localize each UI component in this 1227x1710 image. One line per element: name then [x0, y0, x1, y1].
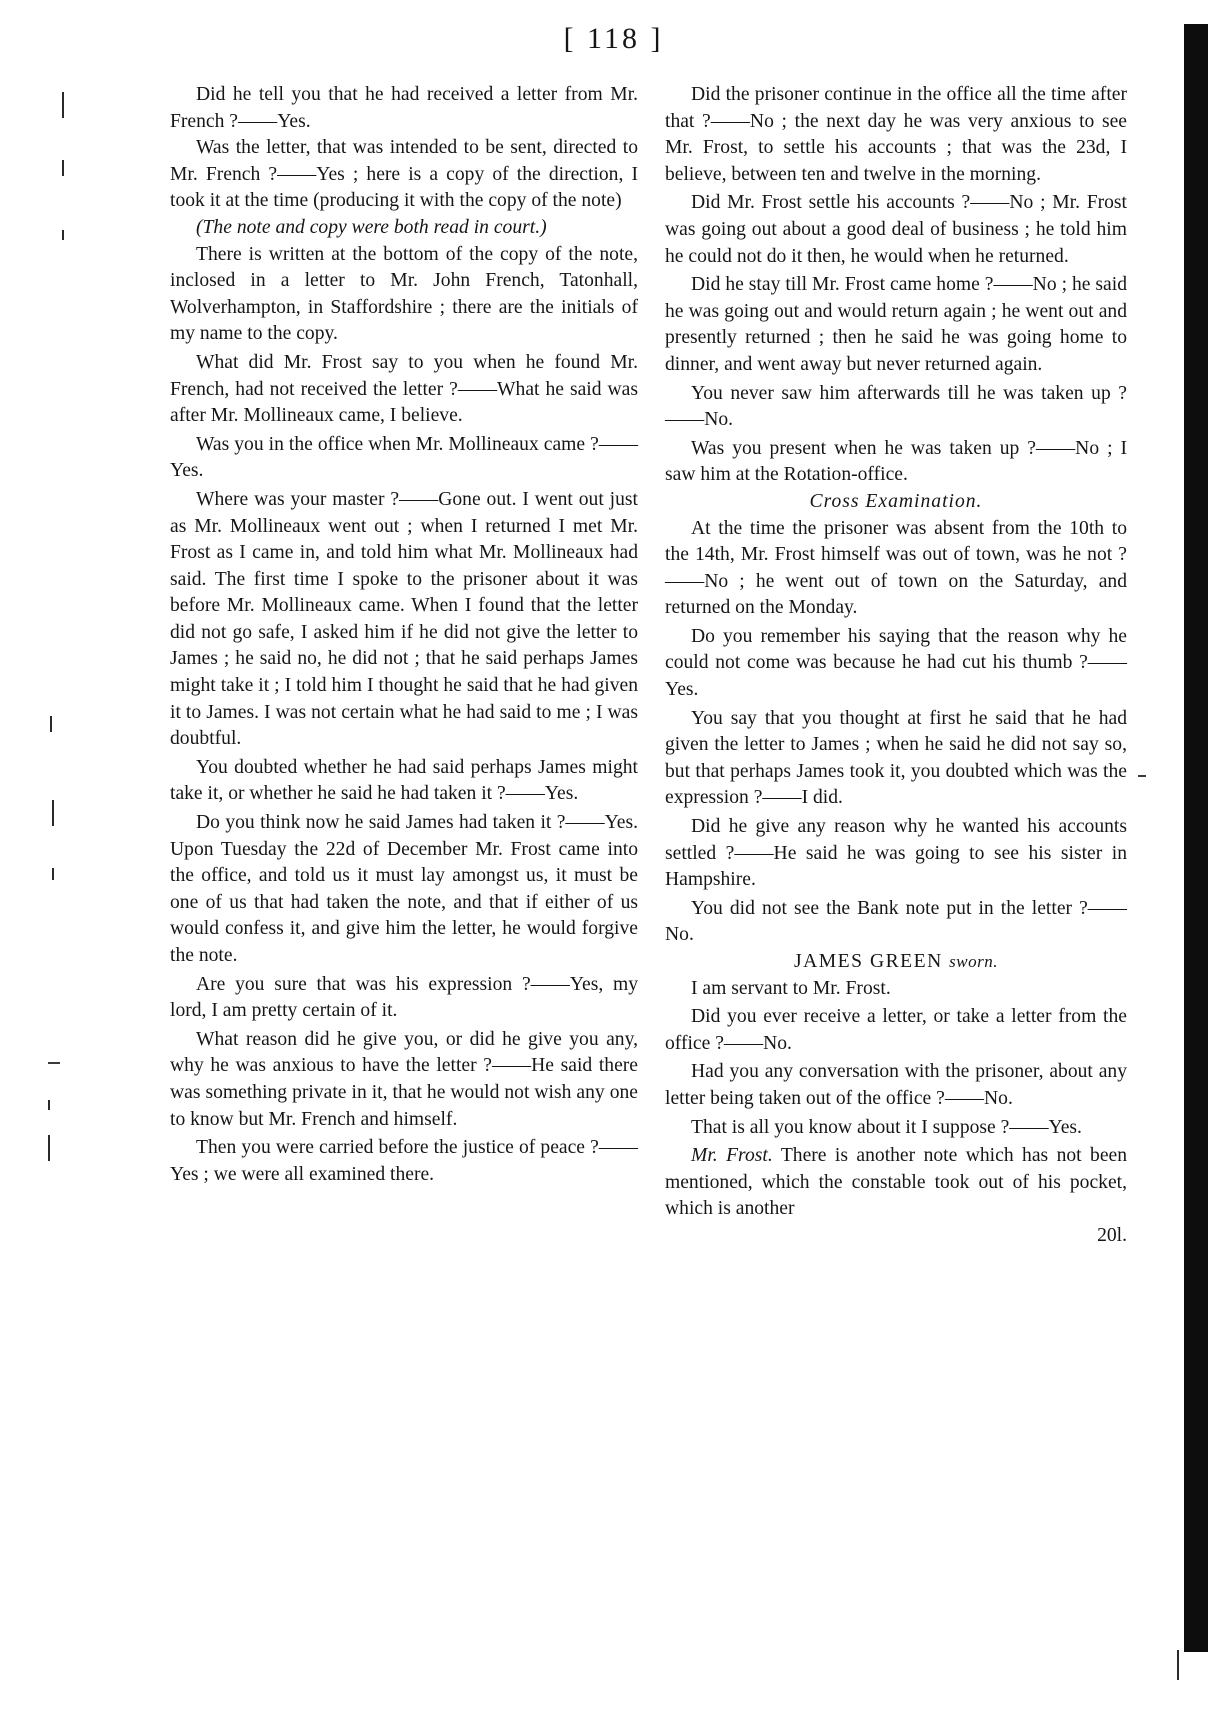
- left-column: [170, 82, 638, 1188]
- margin-mark: [62, 230, 64, 240]
- paragraph: Did the prisoner continue in the office all the time after that ?——No ; the next day he was very anxious to see Mr. Frost, to settle his accounts ; that was the 23d, I believe, between ten and twelve in the morning.: [665, 84, 1127, 185]
- paragraph: Did you ever receive a letter, or take a letter from the office ?——No.: [665, 1006, 1127, 1054]
- witness-sworn: sworn.: [949, 952, 998, 971]
- margin-mark: [1177, 1650, 1179, 1680]
- binding-shadow: [1184, 24, 1208, 1652]
- court-note: (The note and copy were both read in court.): [196, 216, 547, 238]
- paragraph: Was you in the office when Mr. Mollineaux came ?——Yes.: [170, 433, 638, 482]
- paragraph: Where was your master ?——Gone out. I went out just as Mr. Mollineaux went out ; when I returned I met Mr. Frost as I came in, and told him what Mr. Mollineaux had said. The first time I spoke to the prisoner about it was before Mr. Mollineaux came. When I found that the letter did not go safe, I asked him if he did not give the letter to James ; he said no, he did not ; that he said perhaps James might take it ; I told him I thought he said that he had given it to James. I was not certain what he had said to me ; I was doubtful.: [170, 488, 638, 750]
- paragraph: Do you think now he said James had taken it ?——Yes. Upon Tuesday the 22d of December Mr. Frost came into the office, and told us it must lay amongst us, it must be one of us that had taken the note, and that if either of us would confess it, and give him the letter, he would forgive the note.: [170, 812, 638, 966]
- paragraph: Are you sure that was his expression ?——Yes, my lord, I am pretty certain of it.: [170, 973, 638, 1022]
- speaker-text: There is another note which has not been mentioned, which the constable took out of his pocket, which is another: [665, 1145, 1128, 1220]
- witness-heading: [665, 949, 1127, 976]
- margin-mark: [48, 1135, 50, 1161]
- margin-mark: [52, 800, 54, 826]
- paragraph: Did he give any reason why he wanted his accounts settled ?——He said he was going to see his sister in Hampshire.: [665, 816, 1127, 891]
- paragraph: Do you remember his saying that the reason why he could not come was because he had cut his thumb ?——Yes.: [665, 625, 1127, 701]
- witness-name: JAMES GREEN: [793, 951, 943, 972]
- paragraph: You never saw him afterwards till he was taken up ?——No.: [665, 382, 1127, 431]
- paragraph: At the time the prisoner was absent from the 10th to the 14th, Mr. Frost himself was out of town, was he not ?——No ; he went out of town on the Saturday, and returned on the Monday.: [665, 517, 1127, 619]
- catchword: 20l.: [1097, 1224, 1127, 1246]
- paragraph: What reason did he give you, or did he give you any, why he was anxious to have the letter ?——He said there was something private in it, that he would not wish any one to know but Mr. French and himself.: [170, 1028, 638, 1130]
- section-heading-cross-examination: Cross Examination.: [809, 490, 983, 512]
- paragraph: You doubted whether he had said perhaps James might take it, or whether he said he had taken it ?——Yes.: [170, 756, 638, 805]
- page-number: [ 118 ]: [563, 22, 664, 55]
- margin-mark: [62, 160, 64, 176]
- margin-mark: [48, 1062, 60, 1064]
- paragraph: Did he stay till Mr. Frost came home ?——No ; he said he was going out and would return again ; he went out and presently returned ; then he said he was going home to dinner, and went away but never returned again.: [665, 274, 1127, 375]
- margin-mark: [62, 92, 64, 118]
- paragraph: That is all you know about it I suppose ?——Yes.: [691, 1116, 1082, 1138]
- margin-mark: [1138, 775, 1146, 777]
- paragraph: I am servant to Mr. Frost.: [691, 977, 891, 999]
- paragraph: Did he tell you that he had received a letter from Mr. French ?——Yes.: [170, 84, 638, 132]
- speaker-name: Mr. Frost.: [691, 1145, 773, 1167]
- paragraph: Was the letter, that was intended to be sent, directed to Mr. French ?——Yes ; here is a copy of the direction, I took it at the time (producing it with the copy of the note): [170, 137, 638, 212]
- right-column: [665, 82, 1127, 1250]
- margin-mark: [48, 1100, 50, 1110]
- paragraph: [665, 1143, 1127, 1223]
- margin-mark: [52, 868, 54, 880]
- paragraph: You did not see the Bank note put in the letter ?——No.: [665, 897, 1127, 946]
- paragraph: Did Mr. Frost settle his accounts ?——No ; Mr. Frost was going out about a good deal of business ; he told him he could not do it then, he would when he returned.: [665, 192, 1127, 267]
- paragraph: Was you present when he was taken up ?——No ; I saw him at the Rotation-office.: [665, 437, 1127, 486]
- paragraph: Then you were carried before the justice of peace ?——Yes ; we were all examined there.: [170, 1137, 638, 1185]
- paragraph: What did Mr. Frost say to you when he found Mr. French, had not received the letter ?——What he said was after Mr. Mollineaux came, I believe.: [170, 351, 638, 427]
- paragraph: There is written at the bottom of the copy of the note, inclosed in a letter to Mr. John French, Tatonhall, Wolverhampton, in Staffordshire ; there are the initials of my name to the copy.: [170, 243, 638, 345]
- margin-mark: [50, 716, 52, 732]
- paragraph: You say that you thought at first he said that he had given the letter to James ; when he said he did not say so, but that perhaps James took it, you doubted which was the expression ?——I did.: [665, 707, 1127, 809]
- paragraph: Had you any conversation with the prisoner, about any letter being taken out of the office ?——No.: [665, 1061, 1127, 1109]
